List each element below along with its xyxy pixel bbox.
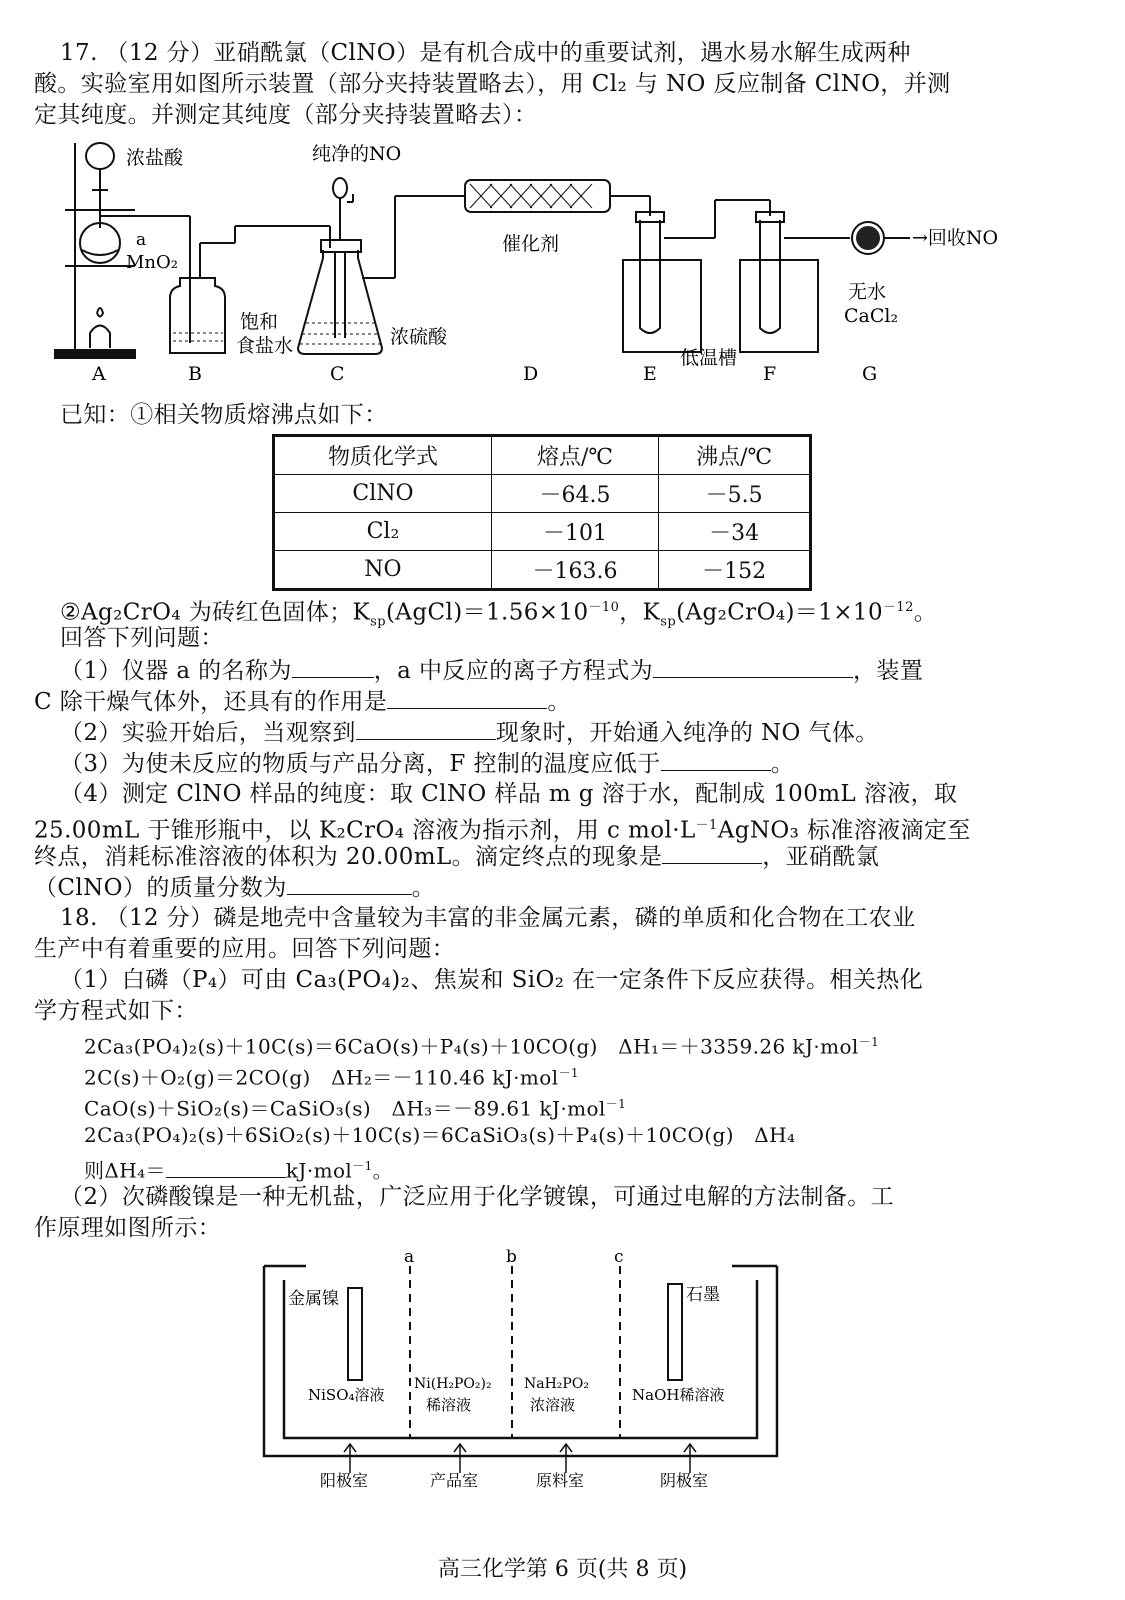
answer-blank[interactable]: [356, 717, 496, 740]
station-label: D: [523, 363, 539, 385]
answer-blank[interactable]: [287, 872, 412, 895]
equation-3: CaO(s)＋SiO₂(s)＝CaSiO₃(s) ΔH₃＝－89.61 kJ·mol$^{-1}$: [84, 1096, 627, 1121]
label-mno2: MnO₂: [126, 252, 178, 273]
answer-blank[interactable]: [661, 748, 771, 771]
q17-part-4: （4）测定 ClNO 样品的纯度：取 ClNO 样品 m g 溶于水，配制成 100mL 溶液，取: [60, 781, 958, 807]
chamber-label: 阴极室: [660, 1471, 709, 1488]
table-header-row: [274, 436, 811, 475]
table-cell: －34: [659, 513, 811, 551]
table-header: 物质化学式: [274, 436, 492, 475]
table-cell: －163.6: [491, 551, 658, 590]
label-sat-brine-1: 饱和: [240, 311, 279, 333]
label-dilute: 稀溶液: [426, 1396, 472, 1414]
label-recycle-no: →回收NO: [912, 227, 999, 249]
table-row: [274, 551, 811, 590]
label-conc-h2so4: 浓硫酸: [390, 326, 448, 348]
table-header: 沸点/℃: [659, 436, 811, 475]
chamber-label: 阳极室: [320, 1471, 369, 1488]
label-a: a: [136, 230, 147, 250]
table-cell: －5.5: [659, 475, 811, 513]
station-label: C: [330, 363, 345, 385]
q18-line-1: 18. （12 分）磷是地壳中含量较为丰富的非金属元素，磷的单质和化合物在工农业: [60, 905, 916, 931]
table-cell: －101: [491, 513, 658, 551]
q17-line-1: 17. （12 分）亚硝酰氯（ClNO）是有机合成中的重要试剂，遇水易水解生成两种: [60, 40, 911, 66]
label-product-solution: Ni(H₂PO₂)₂: [414, 1376, 492, 1392]
q17-part-1: （1）仪器 a 的名称为 ，a 中反应的离子方程式为 ，装置: [60, 655, 923, 687]
table-cell: －152: [659, 551, 811, 590]
chamber-label: 原料室: [536, 1471, 585, 1488]
label-low-temp: 低温槽: [680, 347, 738, 369]
membrane-label: c: [614, 1248, 624, 1267]
label-naoh: NaOH稀溶液: [632, 1386, 725, 1404]
table-row: [274, 513, 811, 551]
answer-blank[interactable]: [292, 655, 374, 678]
table-cell: NO: [274, 551, 492, 590]
q17-part-4-cont3: （ClNO）的质量分数为 。: [34, 872, 435, 904]
equation-5: 则ΔH₄＝ kJ·mol$^{-1}$。: [84, 1151, 393, 1187]
answer-blank[interactable]: [166, 1155, 286, 1178]
q17-part-4-cont2: 终点，消耗标准溶液的体积为 20.00mL。滴定终点的现象是 ，亚硝酰氯: [34, 841, 879, 873]
known-2: ②Ag₂CrO₄ 为砖红色固体；$K_{sp}(AgCl)=1.56\times 10^{-10}$，$K_{sp}(Ag_2CrO_4)=1\times 10^{-12}$。: [60, 599, 938, 630]
station-label: E: [643, 363, 657, 385]
membrane-label: b: [506, 1248, 517, 1267]
q18-line-4: 学方程式如下：: [34, 998, 198, 1024]
q18-line-5: （2）次磷酸镍是一种无机盐，广泛应用于化学镀镍，可通过电解的方法制备。工: [60, 1184, 895, 1210]
table-row: [274, 475, 811, 513]
answer-blank[interactable]: [653, 655, 853, 678]
station-label: A: [92, 363, 106, 385]
label-metal-ni: 金属镍: [288, 1289, 339, 1309]
q18-line-2: 生产中有着重要的应用。回答下列问题：: [34, 936, 456, 962]
label-concentrated: 浓溶液: [530, 1396, 576, 1414]
label-raw-solution: NaH₂PO₂: [524, 1376, 589, 1392]
table-header: 熔点/℃: [491, 436, 658, 475]
label-cacl2: CaCl₂: [844, 305, 899, 327]
label-sat-brine-2: 食盐水: [236, 335, 294, 357]
label-niso4: NiSO₄溶液: [308, 1386, 385, 1404]
q17-part-2: （2）实验开始后，当观察到 现象时，开始通入纯净的 NO 气体。: [60, 717, 879, 749]
label-catalyst: 催化剂: [502, 233, 560, 255]
equation-1: 2Ca₃(PO₄)₂(s)＋10C(s)＝6CaO(s)＋P₄(s)＋10CO(g) ΔH₁＝＋3359.26 kJ·mol$^{-1}$: [84, 1034, 880, 1059]
answer-blank[interactable]: [662, 841, 762, 864]
q17-line-2: 酸。实验室用如图所示装置（部分夹持装置略去），用 Cl₂ 与 NO 反应制备 ClNO，并测: [34, 71, 951, 97]
q18-line-6: 作原理如图所示：: [34, 1215, 222, 1241]
label-graphite: 石墨: [686, 1285, 720, 1305]
q17-part-4-cont: 25.00mL 于锥形瓶中，以 K₂CrO₄ 溶液为指示剂，用 c $mol\cdot L^{-1}AgNO_3$ 标准溶液滴定至: [34, 817, 971, 844]
answer-intro: 回答下列问题：: [60, 625, 224, 651]
equation-4: 2Ca₃(PO₄)₂(s)＋6SiO₂(s)＋10C(s)＝6CaSiO₃(s)＋P₄(s)＋10CO(g) ΔH₄: [84, 1123, 796, 1147]
table-cell: ClNO: [274, 475, 492, 513]
label-conc-hcl: 浓盐酸: [126, 147, 184, 169]
label-pure-no: 纯净的NO: [312, 143, 402, 165]
q17-part-1-cont: C 除干燥气体外，还具有的作用是 。: [34, 686, 571, 718]
station-label: G: [862, 363, 878, 385]
equation-2: 2C(s)＋O₂(g)＝2CO(g) ΔH₂＝－110.46 kJ·mol$^{-1}$: [84, 1065, 579, 1090]
chamber-label: 产品室: [430, 1471, 479, 1488]
answer-blank[interactable]: [387, 686, 547, 709]
station-label: F: [763, 363, 777, 385]
page-footer: 高三化学第 6 页(共 8 页): [437, 1557, 688, 1582]
station-label: B: [188, 363, 202, 385]
q17-line-3: 定其纯度。并测定其纯度（部分夹持装置略去）：: [34, 102, 538, 128]
electrolysis-figure: [240, 1248, 800, 1488]
table-cell: Cl₂: [274, 513, 492, 551]
known-intro: 已知：①相关物质熔沸点如下：: [60, 402, 388, 428]
properties-table: [272, 434, 812, 591]
apparatus-figure: [40, 138, 1050, 388]
membrane-label: a: [404, 1248, 415, 1267]
table-cell: －64.5: [491, 475, 658, 513]
q17-part-3: （3）为使未反应的物质与产品分离，F 控制的温度应低于 。: [60, 748, 794, 780]
q18-line-3: （1）白磷（P₄）可由 Ca₃(PO₄)₂、焦炭和 SiO₂ 在一定条件下反应获得。相关热化: [60, 967, 924, 993]
label-anhydrous: 无水: [848, 281, 887, 303]
